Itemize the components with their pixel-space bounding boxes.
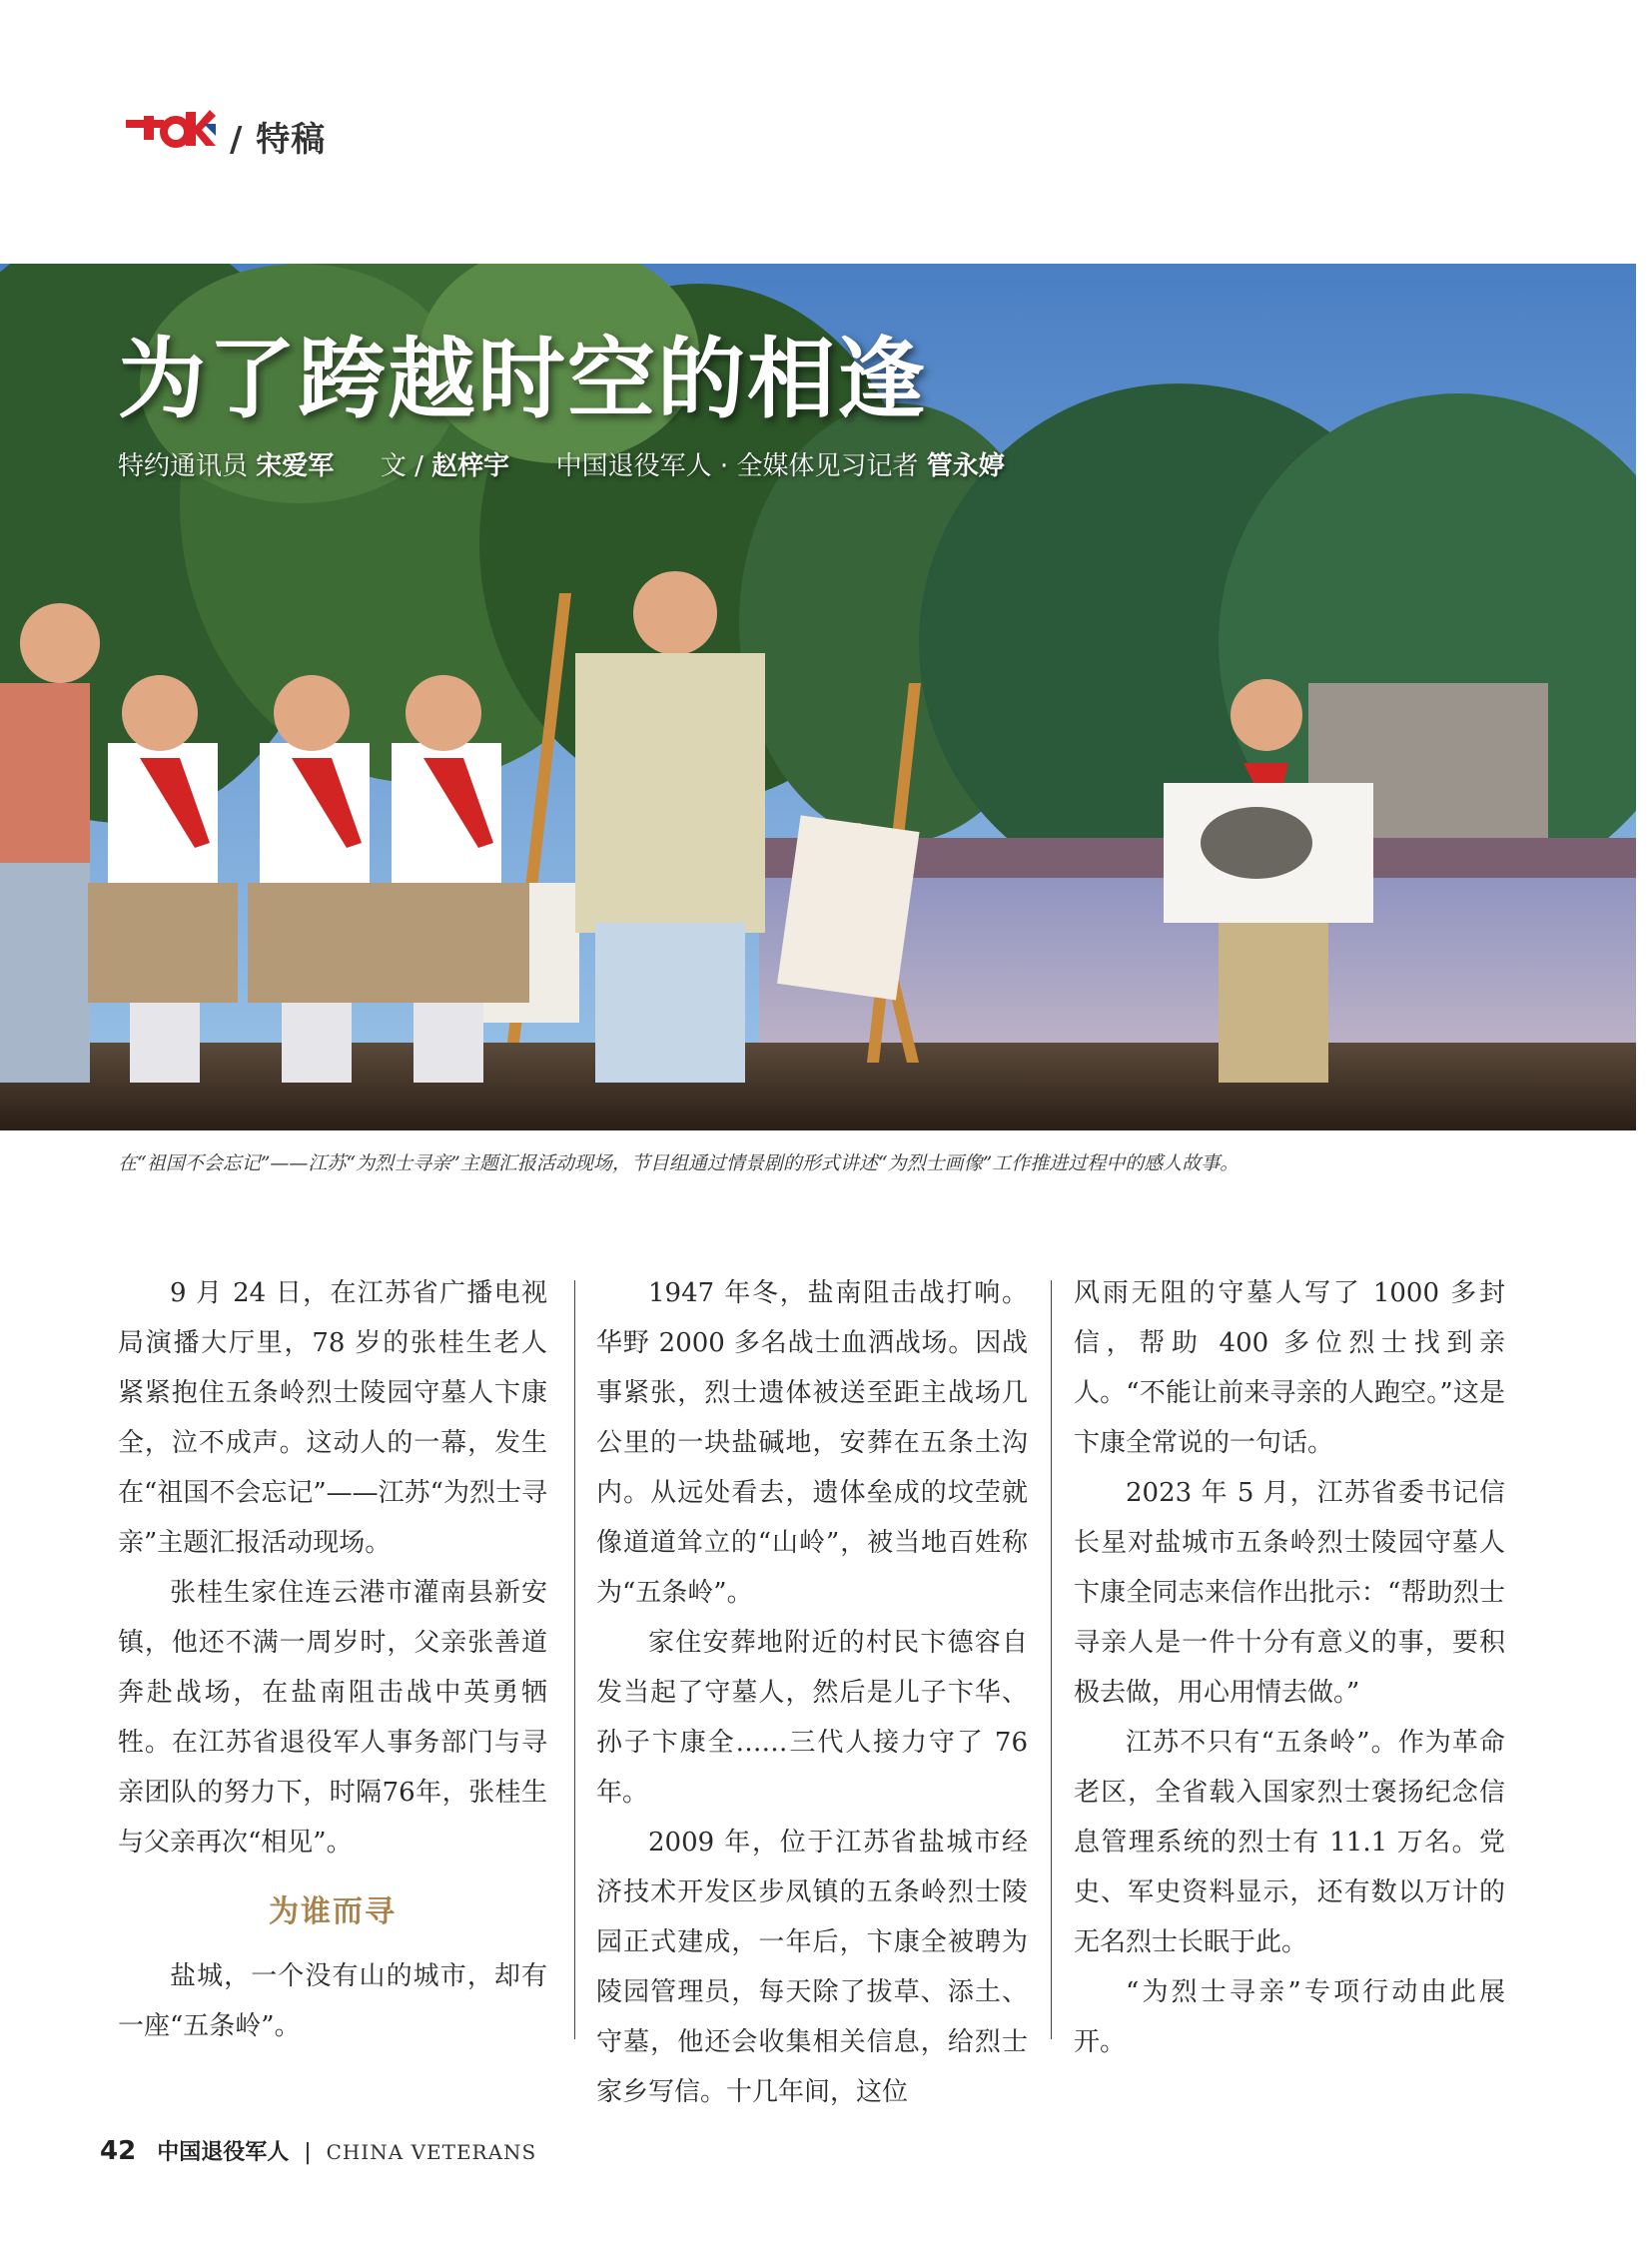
paragraph: 张桂生家住连云港市灌南县新安镇，他还不满一周岁时，父亲张善道奔赴战场，在盐南阻击战中英勇牺牲。在江苏省退役军人事务部门与寻亲团队的努力下，时隔76年，张桂生与父亲再次“相见”。 [118, 1578, 547, 1858]
paragraph: 2009 年，位于江苏省盐城市经济技术开发区步凤镇的五条岭烈士陵园正式建成，一年后，卞康全被聘为陵园管理员，每天除了拔草、添土、守墓，他还会收集相关信息，给烈士家乡写信。十几年间，这位 [596, 1828, 1028, 2107]
paragraph: 9 月 24 日，在江苏省广播电视局演播大厅里，78 岁的张桂生老人紧紧抱住五条岭烈士陵园守墓人卞康全，泣不成声。这动人的一幕，发生在“祖国不会忘记”——江苏“为烈士寻亲”主题汇报活动现场。 [118, 1278, 547, 1558]
byline [118, 445, 1005, 482]
magazine-name: 中国退役军人 [157, 2140, 290, 2165]
byline-author: 管永婷 [926, 451, 1005, 481]
paragraph: 风雨无阻的守墓人写了 1000 多封信，帮助 400 多位烈士找到亲人。“不能让前来寻亲的人跑空。”这是卞康全常说的一句话。 [1074, 1278, 1505, 1458]
section-subheading: 为谁而寻 [269, 1894, 397, 1929]
byline-author: 赵梓宇 [431, 451, 510, 481]
magazine-logo [124, 102, 218, 154]
paragraph: 1947 年冬，盐南阻击战打响。华野 2000 多名战士血洒战场。因战事紧张，烈士遗体被送至距主战场几公里的一块盐碱地，安葬在五条土沟内。从远处看去，遗体垒成的坟茔就像道道耸立的“山岭”，被当地百姓称为“五条岭”。 [596, 1278, 1028, 1608]
byline-role: 特约通讯员 [118, 451, 249, 481]
paragraph: 江苏不只有“五条岭”。作为革命老区，全省载入国家烈士褒扬纪念信息管理系统的烈士有 11.1 万名。党史、军史资料显示，还有数以万计的无名烈士长眠于此。 [1074, 1728, 1505, 1957]
byline-author: 宋爱军 [256, 451, 335, 481]
paragraph: 家住安葬地附近的村民卞德容自发当起了守墓人，然后是儿子卞华、孙子卞康全……三代人接力守了 76 年。 [596, 1628, 1028, 1808]
paragraph: 2023 年 5 月，江苏省委书记信长星对盐城市五条岭烈士陵园守墓人卞康全同志来信作出批示：“帮助烈士寻亲人是一件十分有意义的事，要积极去做，用心用情去做。” [1074, 1478, 1505, 1708]
text-column-3 [1074, 1268, 1505, 2067]
section-label: / 特稿 [230, 120, 327, 160]
byline-role: 中国退役军人 · 全媒体见习记者 [555, 451, 919, 481]
photo-caption: 在“祖国不会忘记”——江苏“为烈士寻亲”主题汇报活动现场，节目组通过情景剧的形式讲述“为烈士画像”工作推进过程中的感人故事。 [118, 1152, 1239, 1174]
footer-separator: | [304, 2140, 312, 2165]
magazine-name-en: CHINA VETERANS [326, 2140, 537, 2164]
text-column-1 [118, 1268, 547, 2051]
page-footer [100, 2135, 536, 2166]
byline-role: 文 / [380, 451, 423, 481]
paragraph: “为烈士寻亲”专项行动由此展开。 [1074, 1977, 1505, 2057]
article-title: 为了跨越时空的相逢 [118, 327, 928, 430]
paragraph: 盐城，一个没有山的城市，却有一座“五条岭”。 [118, 1961, 547, 2041]
text-column-2 [596, 1268, 1028, 2117]
page-number: 42 [100, 2136, 137, 2166]
column-divider [1051, 1280, 1052, 2039]
column-divider [574, 1280, 575, 2039]
